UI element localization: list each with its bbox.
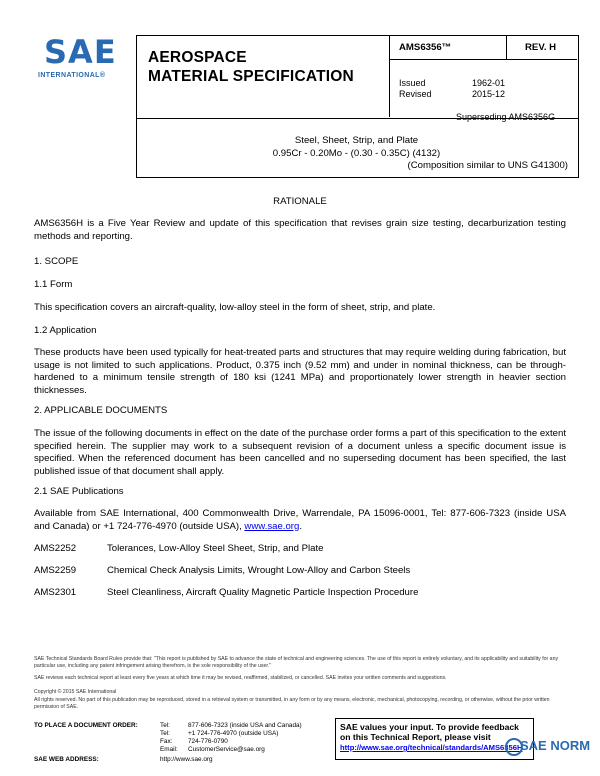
title-line-1: AEROSPACE xyxy=(148,49,247,66)
doc-title-3: Steel Cleanliness, Aircraft Quality Magnetic Particle Inspection Procedure xyxy=(107,587,419,598)
section-1-2-heading: 1.2 Application xyxy=(34,325,97,336)
feedback-box xyxy=(335,718,534,760)
doc-title-2: Chemical Check Analysis Limits, Wrought Low-Alloy and Carbon Steels xyxy=(107,565,411,576)
section-1-1-text: This specification covers an aircraft-quality, low-alloy steel in the form of sheet, strip, and plate. xyxy=(34,302,436,313)
web-label: SAE WEB ADDRESS: xyxy=(34,756,99,763)
email-label: Email: xyxy=(160,746,178,753)
title-cell xyxy=(136,35,390,117)
sae-logo-subtitle: INTERNATIONAL® xyxy=(38,72,106,79)
sae-logo: SAE xyxy=(44,33,117,71)
issued-label: Issued xyxy=(399,78,426,88)
section-1-1-heading: 1.1 Form xyxy=(34,279,73,290)
email-value[interactable]: CustomerService@sae.org xyxy=(188,746,265,753)
doc-id-1: AMS2252 xyxy=(34,543,77,554)
subject-line-2: 0.95Cr - 0.20Mo - (0.30 - 0.35C) (4132) xyxy=(272,148,441,159)
rationale-heading: RATIONALE xyxy=(273,196,327,207)
revision: REV. H xyxy=(525,42,557,53)
feedback-link[interactable]: http://www.sae.org/technical/standards/AMS6356H xyxy=(340,743,523,752)
section-1-2-text: These products have been used typically for heat-treated parts and structures that may require welding during fabrication, but usage is not limited to such applications. Product, 0.375 inch (9.52 mm) and under in nominal thickness, can be through-hardened to a minimum tensile strength of 180 ksi (1241 MPa) and proportionately lower strength in heavier section thicknesses. xyxy=(34,347,566,396)
issued-value: 1962-01 xyxy=(472,78,506,88)
title-line-2: MATERIAL SPECIFICATION xyxy=(148,68,354,85)
fineprint-2: SAE reviews each technical report at least every five years at which time it may be revised, reaffirmed, stabilized, or cancelled. SAE invites your written comments and suggestions. xyxy=(34,675,447,681)
doc-id-2: AMS2259 xyxy=(34,565,77,576)
subject-line-1: Steel, Sheet, Strip, and Plate xyxy=(294,135,419,146)
order-label: TO PLACE A DOCUMENT ORDER: xyxy=(34,722,138,729)
tel2-value: +1 724-776-4970 (outside USA) xyxy=(188,730,279,737)
tel-value: 877-606-7323 (inside USA and Canada) xyxy=(188,722,302,729)
revision-cell xyxy=(507,35,577,60)
fax-value: 724-776-0790 xyxy=(188,738,228,745)
feedback-line-1: SAE values your input. To provide feedback xyxy=(340,722,519,732)
doc-number: AMS6356™ xyxy=(399,42,452,53)
feedback-line-2: on this Technical Report, please visit xyxy=(340,732,491,742)
section-1-heading: 1. SCOPE xyxy=(34,256,79,267)
section-2-1-text xyxy=(34,508,566,533)
fineprint-4: All rights reserved. No part of this publication may be reproduced, stored in a retrieval system or transmitted, in any form or by any means, electronic, mechanical, photocopying, recording, or otherwise, without the prior written permission of SAE. xyxy=(34,697,550,710)
revised-value: 2015-12 xyxy=(472,89,506,99)
fineprint-3: Copyright © 2015 SAE International xyxy=(34,689,117,695)
revised-label: Revised xyxy=(399,89,432,99)
superseding: Superseding AMS6356G xyxy=(456,112,556,122)
tel-label: Tel: xyxy=(160,722,170,729)
section-2-1-body: Available from SAE International, 400 Commonwealth Drive, Warrendale, PA 15096-0001, Tel: 877-606-7323 (inside USA and Canada) or +1 724-776-4970 (outside USA), xyxy=(34,508,566,532)
doc-id-3: AMS2301 xyxy=(34,587,77,598)
subject-line-3: (Composition similar to UNS G41300) xyxy=(407,160,568,171)
section-2-heading: 2. APPLICABLE DOCUMENTS xyxy=(34,405,168,416)
watermark: SAE NORM xyxy=(520,738,591,753)
section-2-text: The issue of the following documents in effect on the date of the purchase order forms a part of this specification to the extent specified herein. The supplier may work to a subsequent revision of a document unless a specific document issue is specified. When the referenced document has been cancelled and no superseding document has been specified, the last published issue of that document shall apply. xyxy=(34,428,566,477)
rationale-text: AMS6356H is a Five Year Review and update of this specification that revises grain size testing, decarburization testing methods and reporting. xyxy=(34,218,566,242)
sae-website-link[interactable]: www.sae.org xyxy=(244,520,300,532)
fax-label: Fax: xyxy=(160,738,173,745)
tel2-label: Tel: xyxy=(160,730,170,737)
fineprint-1: SAE Technical Standards Board Rules provide that: "This report is published by SAE to advance the state of technical and engineering sciences. The use of this report is entirely voluntary, and its applicability and suitability for any particular use, including any patent infringement arising therefrom, is the sole responsibility of the user." xyxy=(34,656,559,669)
section-2-1-end: . xyxy=(299,520,302,532)
section-2-1-heading: 2.1 SAE Publications xyxy=(34,486,124,497)
doc-title-1: Tolerances, Low-Alloy Steel Sheet, Strip, and Plate xyxy=(107,543,324,554)
web-value[interactable]: http://www.sae.org xyxy=(160,756,213,763)
doc-number-cell xyxy=(390,35,507,60)
